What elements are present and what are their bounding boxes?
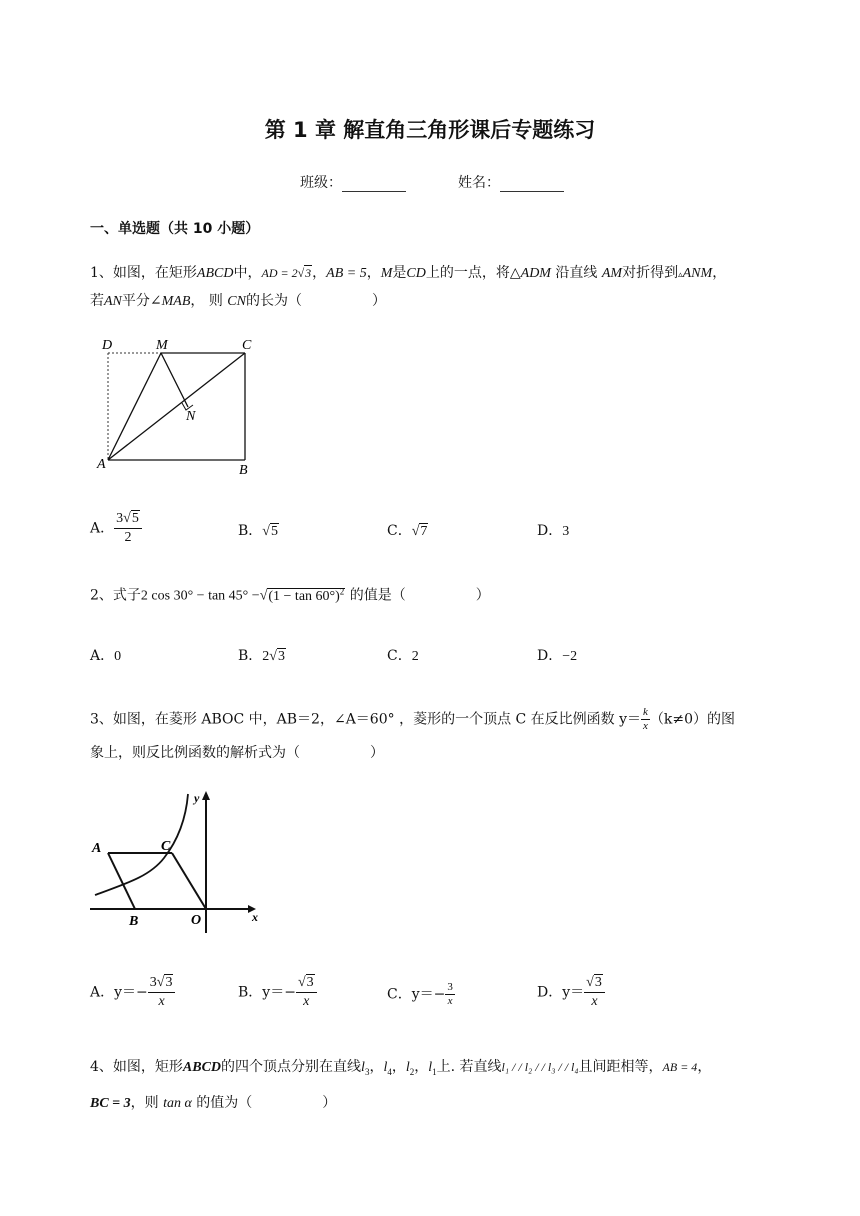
- q3-label-b: B: [129, 914, 139, 929]
- q1-label-b: B: [239, 463, 248, 478]
- q2-option-b[interactable]: B．2√3: [238, 648, 285, 664]
- q2-option-c[interactable]: C．2: [387, 648, 419, 664]
- q1-text: 1、如图，在矩形: [90, 265, 197, 281]
- q2-option-a[interactable]: A．0: [90, 648, 122, 664]
- q3-line2: 象上，则反比例函数的解析式为（ ）: [90, 745, 384, 761]
- name-label: 姓名：: [458, 175, 500, 191]
- q1-text: 中，: [233, 265, 262, 281]
- q1-option-a[interactable]: A． $\frac{3√5}{2}$: [90, 510, 142, 547]
- q3-label-o: O: [191, 913, 202, 928]
- q1-figure: [90, 336, 270, 481]
- name-blank[interactable]: [500, 177, 564, 192]
- q1-option-d[interactable]: D．3: [537, 523, 570, 539]
- class-blank[interactable]: [342, 177, 406, 192]
- q3-option-b[interactable]: B．y＝− $\frac{√3}{x}$: [238, 974, 317, 1011]
- q1-adm: ADM: [520, 266, 551, 281]
- q3-figure: [88, 788, 268, 936]
- q1-label-a: A: [97, 457, 106, 472]
- page-title: 第 1 章 解直角三角形课后专题练习: [264, 118, 596, 142]
- q3-segment-co: [172, 853, 206, 909]
- class-label: 班级：: [300, 175, 342, 191]
- q4-ab: AB = 4: [662, 1060, 698, 1074]
- section-heading: 一、单选题（共 10 小题）: [90, 221, 260, 237]
- q1-cd: CD: [406, 266, 426, 281]
- q3-line1: 3、如图，在菱形 ABOC 中，AB＝2，∠A＝60° ，菱形的一个顶点 C 在反比例函数 y＝ $\frac{k}{x}$ （k≠0）的图: [90, 706, 736, 732]
- q1-m: M: [380, 266, 393, 281]
- q1-cn: CN: [227, 294, 246, 309]
- class-field: [300, 172, 406, 192]
- q2-option-d[interactable]: D．−2: [537, 648, 578, 664]
- y-axis-arrow-icon: [202, 791, 210, 800]
- q4-line2: BC = 3，则 tan α 的值为（ ）: [90, 1095, 337, 1111]
- q3-option-a[interactable]: A．y＝− $\frac{3√3}{x}$: [90, 974, 175, 1011]
- q1-line2: 若AN平分∠MAB， 则 CN的长为（ ）: [90, 293, 386, 309]
- q1-abcd: ABCD: [196, 266, 234, 281]
- q4-bc: BC = 3: [90, 1096, 131, 1111]
- q1-ad: AD = 2√3: [261, 266, 312, 280]
- q3-label-a: A: [92, 841, 102, 856]
- q1-label-m: M: [156, 338, 168, 353]
- q1-mab: MAB: [161, 294, 191, 309]
- q1-an: AN: [104, 294, 122, 309]
- q3-label-x: x: [252, 910, 258, 924]
- hyperbola-curve: [95, 794, 188, 895]
- q3-label-y: y: [194, 791, 200, 805]
- q3-label-c: C: [161, 839, 171, 854]
- q1-segment-ac: [108, 353, 245, 460]
- q2-expression: 2 cos 30° − tan 45° −: [140, 588, 260, 604]
- q1-segment-am: [108, 353, 161, 460]
- q1-segment-mn: [161, 353, 188, 407]
- q1-line1: 1、如图，在矩形ABCD中，AD = 2√3，AB = 5，M是CD上的一点，将△ADM 沿直线 AM对折得到▵ANM，: [90, 265, 727, 281]
- q1-label-n: N: [186, 409, 196, 424]
- q1-option-b[interactable]: B．√5: [238, 523, 278, 539]
- q2-line: 2、式子2 $\cos 30^\circ - \tan 45^\circ -√(1 - \tan 60^\circ)^2$ 的值是（ ）: [90, 586, 490, 604]
- q1-am: AM: [601, 266, 623, 281]
- q1-ab: AB = 5: [326, 266, 367, 281]
- q4-parallel: l₁ / / l₂ / / l₃ / / l₄: [501, 1060, 579, 1074]
- q4-abcd: ABCD: [182, 1060, 222, 1075]
- q3-option-c[interactable]: C．y＝− $\frac{3}{x}$: [387, 981, 453, 1007]
- q1-label-c: C: [242, 338, 252, 353]
- q1-option-c[interactable]: C．√7: [387, 523, 428, 539]
- triangle-icon: ▵: [678, 270, 683, 280]
- q4-line1: 4、如图，矩形ABCD的四个顶点分别在直线$l_3$，$l_4$，$l_2$，$l_1$上. 若直线l₁ / / l₂ / / l₃ / / l₄且间距相等，AB = 4，: [90, 1059, 712, 1077]
- q4-tan: tan α: [163, 1096, 192, 1111]
- q1-label-d: D: [102, 338, 113, 353]
- q3-option-d[interactable]: D．y＝ $\frac{√3}{x}$: [537, 974, 605, 1011]
- q1-anm: ANM: [682, 266, 713, 281]
- name-field: [458, 172, 564, 192]
